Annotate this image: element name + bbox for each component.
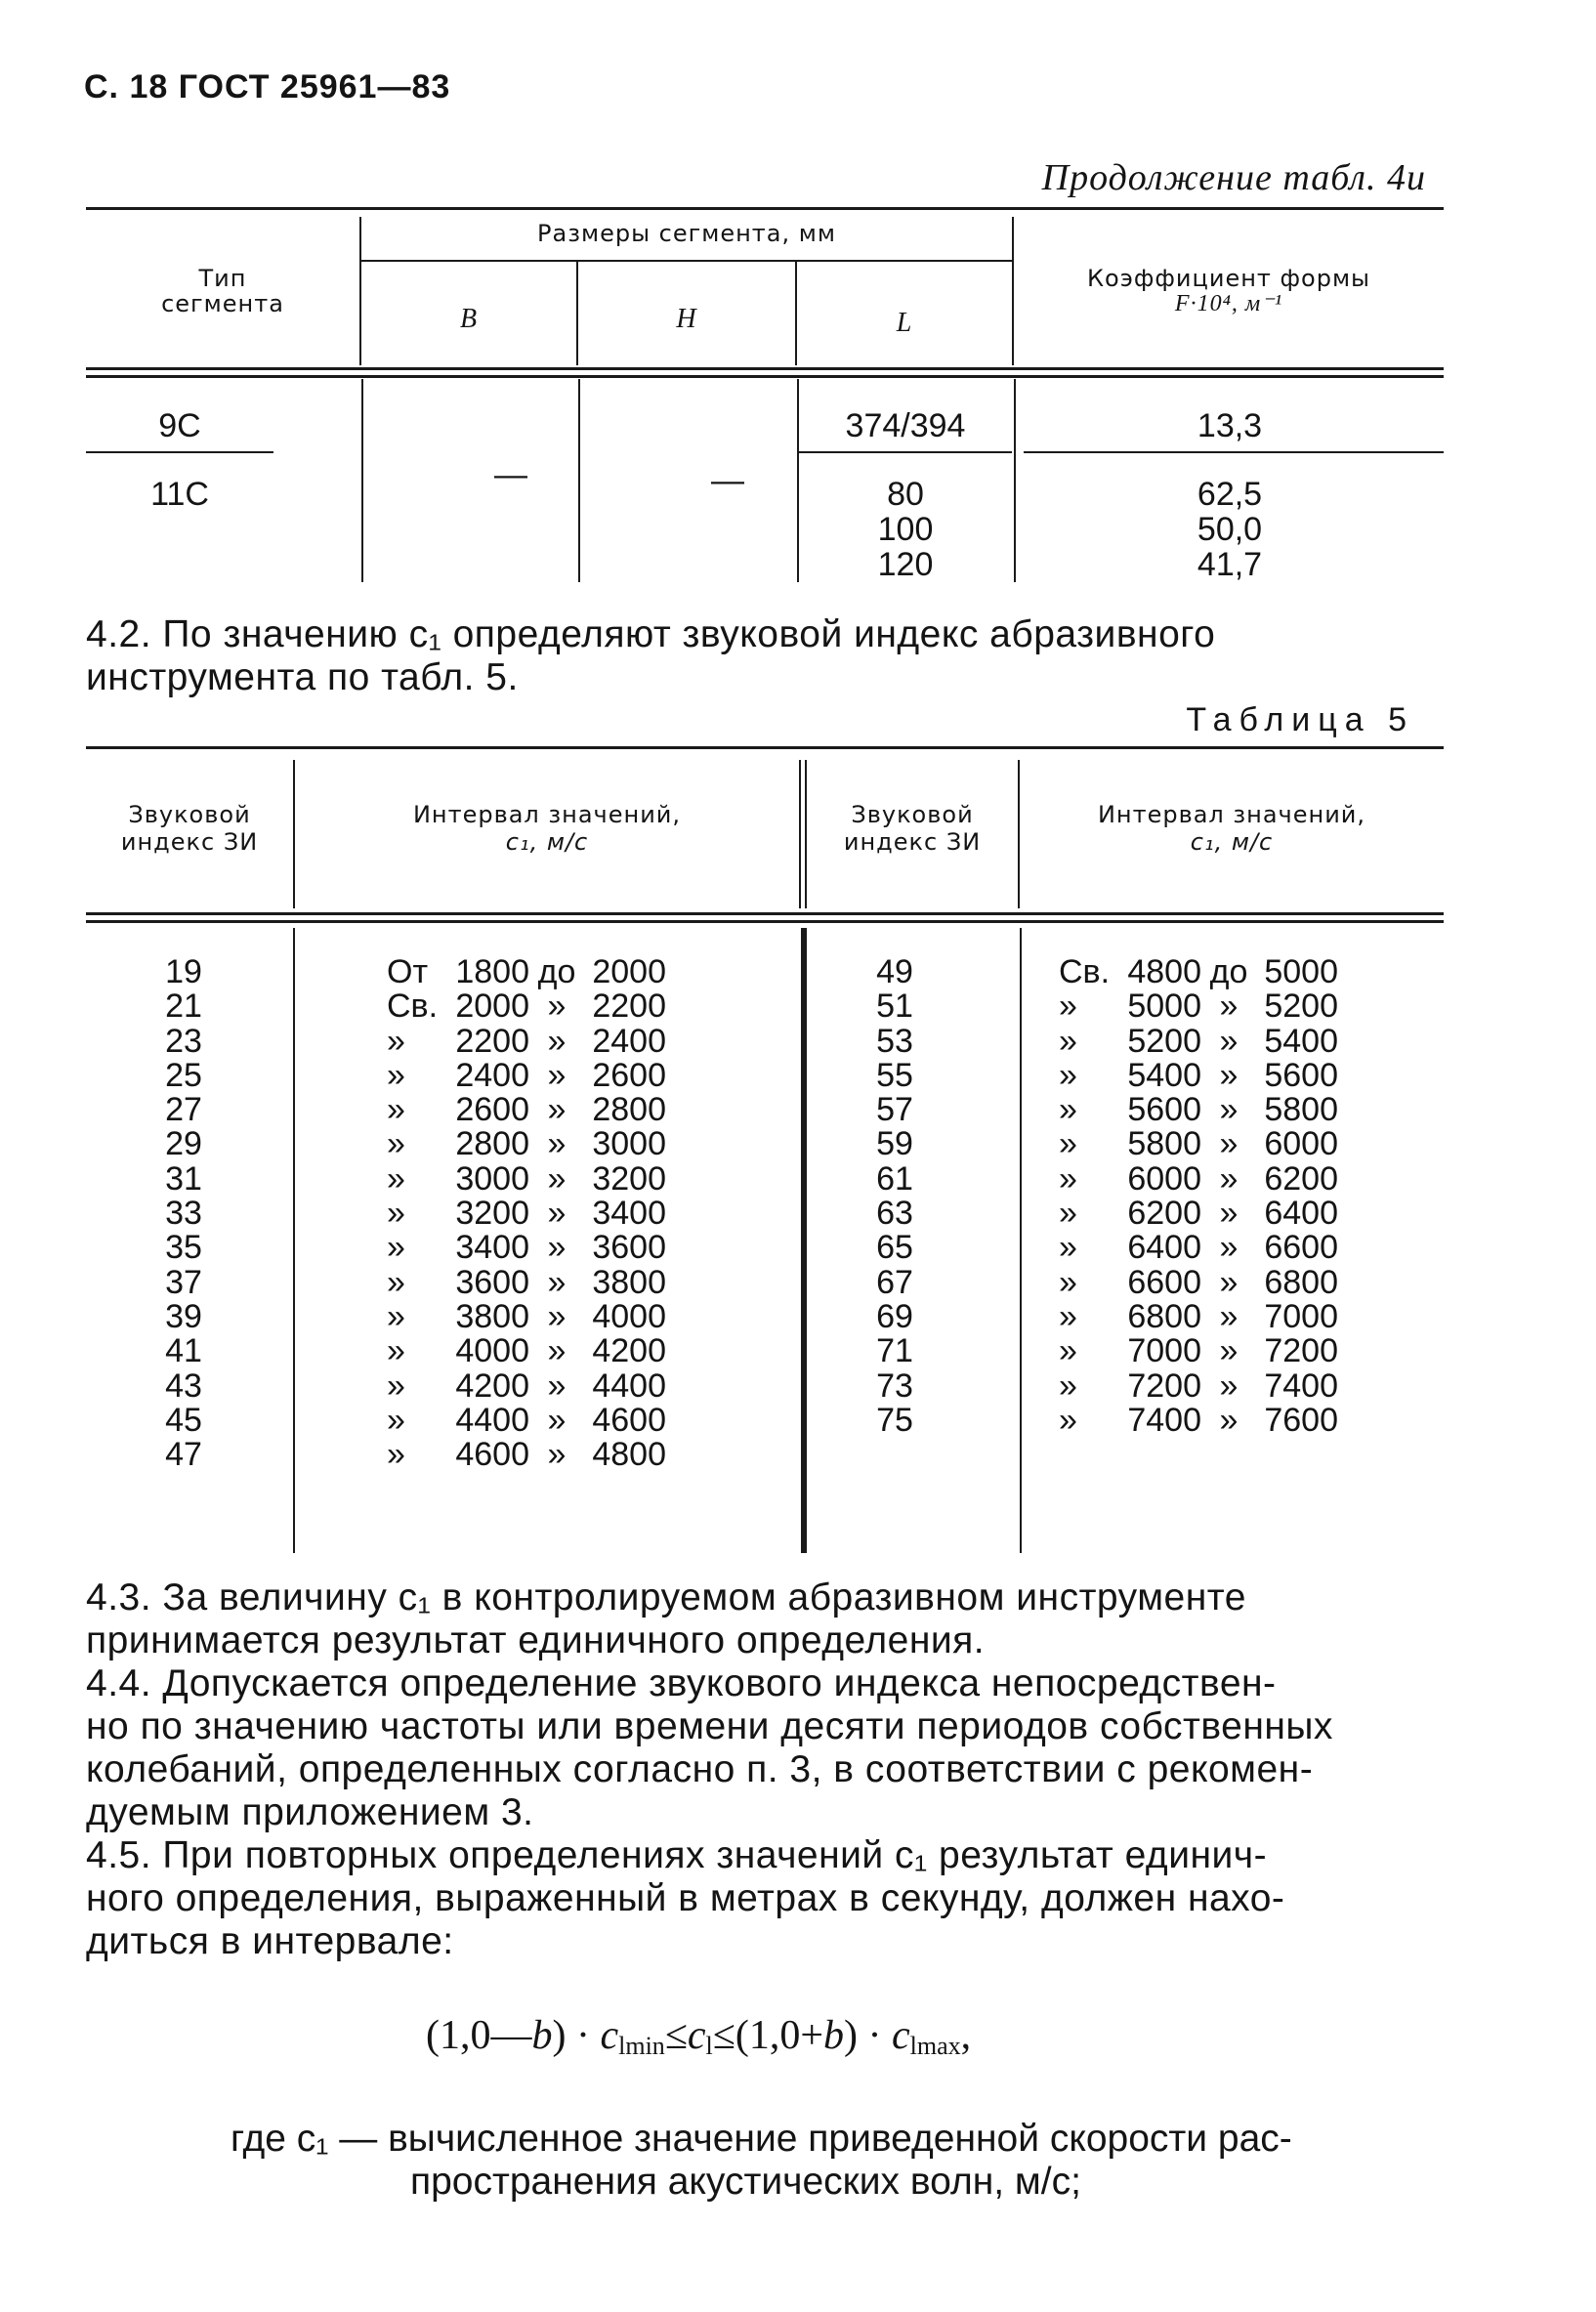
sound-index-cell: 25 — [165, 1056, 202, 1094]
sound-index-cell: 73 — [876, 1366, 913, 1405]
row-sep-l — [797, 451, 1012, 453]
interval-cell: » 5600 » 5800 — [1059, 1091, 1338, 1129]
interval-cell: Св. 2000 » 2200 — [387, 988, 666, 1026]
paragraph-4-2: 4.2. По значению c₁ определяют звуковой индекс абразивного инструмента по табл. 5. — [86, 613, 1216, 698]
interval-cell: » 4000 » 4200 — [387, 1332, 666, 1370]
sound-index-cell: 65 — [876, 1229, 913, 1267]
sound-index-cell: 51 — [876, 988, 913, 1026]
continuation-caption: Продолжение табл. 4и — [1041, 157, 1426, 198]
t5-vrule-2-body — [801, 928, 807, 1553]
interval-cell: » 7200 » 7400 — [1059, 1366, 1338, 1405]
row-11c-l: 80 100 120 — [877, 476, 934, 583]
sound-index-cell: 19 — [165, 953, 202, 990]
interval-cell: » 3200 » 3400 — [387, 1195, 666, 1233]
sound-index-cell: 39 — [165, 1297, 202, 1335]
sound-index-cell: 23 — [165, 1022, 202, 1060]
sound-index-cell: 37 — [165, 1263, 202, 1301]
header-segment-type: Тип сегмента — [161, 265, 284, 317]
sound-index-cell: 53 — [876, 1022, 913, 1060]
interval-cell: » 3600 » 3800 — [387, 1263, 666, 1301]
sound-index-cell: 27 — [165, 1091, 202, 1129]
table-header-rule-1 — [86, 367, 1444, 370]
sound-index-cell: 71 — [876, 1332, 913, 1370]
sound-index-cell: 43 — [165, 1366, 202, 1405]
paragraph-4-4: 4.4. Допускается определение звукового индекса непосредствен- но по значению частоты или времени десяти периодов собственных колебаний, определенных согласно п. 3, в соответствии с рекомен- дуемым приложением 3. — [86, 1662, 1333, 1833]
sound-index-cell: 41 — [165, 1332, 202, 1370]
t5-header-interval-left: Интервал значений, c₁, м/с — [412, 801, 682, 856]
interval-cell: » 7400 » 7600 — [1059, 1401, 1338, 1439]
row-11c-type: 11С — [150, 476, 209, 513]
interval-cell: Св. 4800 до 5000 — [1059, 953, 1338, 990]
interval-cell: » 2400 » 2600 — [387, 1056, 666, 1094]
header-col-l: L — [896, 308, 913, 338]
interval-cell: » 6600 » 6800 — [1059, 1263, 1338, 1301]
sound-index-cell: 45 — [165, 1401, 202, 1439]
t5-left-index-column — [145, 955, 223, 1472]
t5-right-index-column — [856, 955, 934, 1438]
sound-index-cell: 31 — [165, 1159, 202, 1198]
interval-cell: » 6800 » 7000 — [1059, 1297, 1338, 1335]
row-11c-h-dash: — — [711, 462, 744, 499]
interval-cell: » 5000 » 5200 — [1059, 988, 1338, 1026]
t5-vrule-2a-head — [799, 760, 801, 908]
vrule-2-body — [578, 379, 580, 582]
sound-index-cell: 61 — [876, 1159, 913, 1198]
t5-header-interval-right: Интервал значений, c₁, м/с — [1097, 801, 1366, 856]
sound-index-cell: 33 — [165, 1195, 202, 1233]
header-segment-sizes: Размеры сегмента, мм — [537, 220, 836, 247]
interval-cell: » 5400 » 5600 — [1059, 1056, 1338, 1094]
page-header: С. 18 ГОСТ 25961—83 — [84, 68, 451, 105]
sound-index-cell: 47 — [165, 1436, 202, 1474]
sound-index-cell: 69 — [876, 1297, 913, 1335]
interval-cell: » 5200 » 5400 — [1059, 1022, 1338, 1060]
table5-header-rule-2 — [86, 920, 1444, 923]
table-top-rule — [86, 207, 1444, 210]
interval-cell: » 3400 » 3600 — [387, 1229, 666, 1267]
table-header-rule-2 — [86, 375, 1444, 378]
row-9c-coef: 13,3 — [1197, 407, 1263, 444]
interval-cell: » 6400 » 6600 — [1059, 1229, 1338, 1267]
header-col-b: B — [459, 304, 479, 334]
table-4-continuation — [86, 207, 1444, 590]
sound-index-cell: 55 — [876, 1056, 913, 1094]
interval-cell: » 7000 » 7200 — [1059, 1332, 1338, 1370]
sound-index-cell: 29 — [165, 1125, 202, 1163]
sound-index-cell: 49 — [876, 953, 913, 990]
interval-cell: » 6000 » 6200 — [1059, 1159, 1338, 1198]
t5-left-interval-column — [387, 955, 709, 1472]
row-sep-coef — [1024, 451, 1444, 453]
interval-cell: » 2600 » 2800 — [387, 1091, 666, 1129]
header-shape-coefficient: Коэффициент формы F·10⁴, м⁻¹ — [1086, 265, 1371, 316]
interval-formula: (1,0—b) · $c_{lmin}\le c_l\le(1,0+b) \cdot c_{lmax}$, — [426, 2013, 972, 2060]
t5-header-index-left: Звуковой индекс ЗИ — [120, 801, 259, 856]
sound-index-cell: 67 — [876, 1263, 913, 1301]
table-5 — [86, 746, 1444, 1555]
interval-cell: » 3000 » 3200 — [387, 1159, 666, 1198]
t5-header-index-right: Звуковой индекс ЗИ — [843, 801, 982, 856]
table-5-title: Таблица 5 — [1186, 701, 1414, 738]
table5-top-rule — [86, 746, 1444, 749]
sound-index-cell: 75 — [876, 1401, 913, 1439]
header-col-h: H — [676, 304, 697, 334]
sound-index-cell: 21 — [165, 988, 202, 1026]
paragraph-4-5: 4.5. При повторных определениях значений c₁ результат единич- ного определения, выраженный в метрах в секунду, должен нахо- диться в интервале: — [86, 1834, 1285, 1962]
sound-index-cell: 59 — [876, 1125, 913, 1163]
row-11c-coef: 62,5 50,0 41,7 — [1197, 476, 1263, 583]
row-sep-type — [86, 451, 273, 453]
sound-index-cell: 35 — [165, 1229, 202, 1267]
t5-right-interval-column — [1059, 955, 1381, 1438]
interval-cell: » 2200 » 2400 — [387, 1022, 666, 1060]
interval-cell: » 5800 » 6000 — [1059, 1125, 1338, 1163]
table5-header-rule-1 — [86, 912, 1444, 915]
sound-index-cell: 63 — [876, 1195, 913, 1233]
interval-cell: » 4600 » 4800 — [387, 1436, 666, 1474]
row-11c-b-dash: — — [494, 456, 527, 493]
sound-index-cell: 57 — [876, 1091, 913, 1129]
interval-cell: » 4200 » 4400 — [387, 1366, 666, 1405]
vrule-1-body — [361, 379, 363, 582]
paragraph-4-3: 4.3. За величину c₁ в контролируемом абразивном инструменте принимается результат единичного определения. — [86, 1576, 1246, 1661]
t5-vrule-3-body — [1020, 928, 1022, 1553]
table-group-rule — [361, 260, 1012, 262]
row-9c-l: 374/394 — [845, 407, 966, 444]
interval-cell: » 3800 » 4000 — [387, 1297, 666, 1335]
interval-cell: » 6200 » 6400 — [1059, 1195, 1338, 1233]
interval-cell: От 1800 до 2000 — [387, 953, 666, 990]
row-9c-type: 9С — [158, 407, 201, 444]
t5-vrule-1-body — [293, 928, 295, 1553]
where-clause: где c₁ — вычисленное значение приведенной скорости рас- пространения акустических волн, м/с; — [231, 2118, 1292, 2203]
interval-cell: » 2800 » 3000 — [387, 1125, 666, 1163]
interval-cell: » 4400 » 4600 — [387, 1401, 666, 1439]
